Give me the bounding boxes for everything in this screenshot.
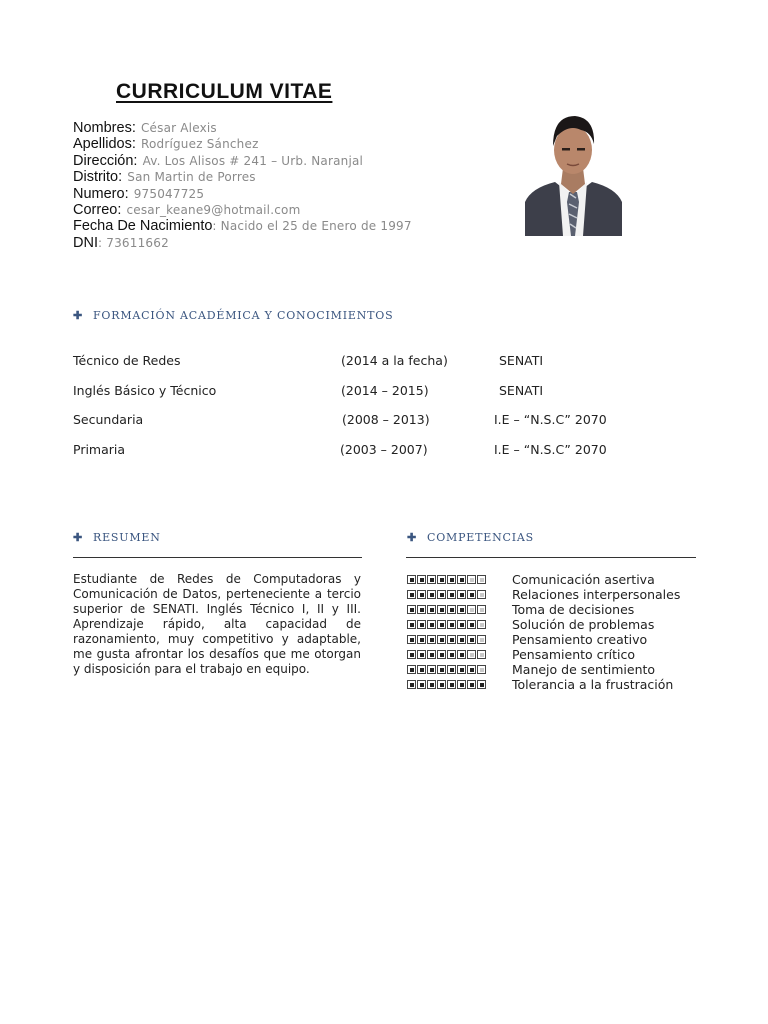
rating-box-empty — [467, 650, 476, 659]
rating-box-filled — [457, 620, 466, 629]
rating-box-filled — [467, 635, 476, 644]
rating-box-filled — [407, 680, 416, 689]
rating-box-filled — [427, 680, 436, 689]
profile-photo — [525, 110, 622, 236]
rating-box-filled — [457, 575, 466, 584]
rating-box-filled — [467, 620, 476, 629]
rating-box-filled — [427, 665, 436, 674]
info-label: Distrito: — [73, 169, 123, 186]
competencies-heading — [407, 531, 534, 544]
competency-label: Pensamiento crítico — [512, 647, 636, 662]
rating-box-filled — [457, 680, 466, 689]
rating-box-filled — [407, 605, 416, 614]
rating-box-filled — [447, 650, 456, 659]
competency-label: Toma de decisiones — [512, 602, 635, 617]
rating-box-filled — [427, 650, 436, 659]
rating-box-filled — [427, 635, 436, 644]
rating-box-filled — [427, 575, 436, 584]
rating-box-filled — [457, 650, 466, 659]
rating-box-filled — [427, 605, 436, 614]
summary-text: Estudiante de Redes de Computadoras y Comunicación de Datos, perteneciente a tercio superior de SENATI. Inglés Técnico I, II y III. Aprendizaje rápido, alta capacidad de razonamiento, muy competitivo y adaptable, me gusta afrontar los desafíos que me otorgan y disposición para el trabajo en equipo. — [73, 572, 361, 676]
info-label: Apellidos: — [73, 136, 136, 153]
rating-box-filled — [407, 590, 416, 599]
rating-box-empty — [477, 665, 486, 674]
competency-rating — [407, 575, 512, 584]
cv-title: CURRICULUM VITAE — [116, 80, 333, 103]
info-label: Fecha De Nacimiento — [73, 218, 213, 235]
rating-box-filled — [427, 590, 436, 599]
rating-box-filled — [467, 680, 476, 689]
rating-box-filled — [477, 680, 486, 689]
rating-box-filled — [407, 665, 416, 674]
rating-box-filled — [447, 680, 456, 689]
education-period: (2014 – 2015) — [341, 382, 429, 398]
rating-box-empty — [477, 650, 486, 659]
education-course: Técnico de Redes — [73, 353, 181, 368]
competency-row — [407, 647, 680, 662]
competency-row — [407, 617, 680, 632]
competency-label: Comunicación asertiva — [512, 572, 655, 587]
competency-label: Pensamiento creativo — [512, 632, 648, 647]
rating-box-empty — [467, 605, 476, 614]
rating-box-filled — [447, 620, 456, 629]
education-period: (2003 – 2007) — [340, 441, 428, 457]
info-value: César Alexis — [140, 121, 217, 135]
info-label: Correo: — [73, 201, 122, 218]
plus-icon: ✚ — [73, 531, 84, 544]
competencies-list — [407, 572, 680, 692]
rating-box-filled — [437, 605, 446, 614]
education-heading-text: FORMACIÓN ACADÉMICA Y CONOCIMIENTOS — [93, 309, 394, 322]
education-institution: I.E – “N.S.C” 2070 — [494, 441, 607, 457]
rating-box-empty — [477, 590, 486, 599]
competencies-divider — [406, 557, 696, 558]
rating-box-empty — [477, 605, 486, 614]
competency-rating — [407, 590, 512, 599]
rating-box-empty — [467, 575, 476, 584]
rating-box-filled — [417, 680, 426, 689]
rating-box-filled — [417, 590, 426, 599]
competency-rating — [407, 620, 512, 629]
rating-box-filled — [417, 620, 426, 629]
rating-box-filled — [447, 605, 456, 614]
competency-row — [407, 602, 680, 617]
education-list — [73, 353, 693, 471]
education-period: (2014 a la fecha) — [341, 353, 448, 368]
competency-row — [407, 662, 680, 677]
rating-box-filled — [437, 620, 446, 629]
rating-box-filled — [437, 680, 446, 689]
rating-box-empty — [477, 620, 486, 629]
plus-icon: ✚ — [73, 309, 84, 322]
info-row-dni — [73, 234, 412, 250]
rating-box-filled — [417, 635, 426, 644]
competency-rating — [407, 680, 512, 689]
competency-row — [407, 587, 680, 602]
rating-box-filled — [467, 590, 476, 599]
competency-label: Tolerancia a la frustración — [512, 677, 674, 692]
education-course: Inglés Básico y Técnico — [73, 382, 217, 398]
rating-box-empty — [477, 575, 486, 584]
education-institution: I.E – “N.S.C” 2070 — [494, 412, 607, 427]
education-heading — [73, 309, 393, 322]
rating-box-filled — [417, 605, 426, 614]
info-value: 975047725 — [133, 186, 205, 201]
rating-box-filled — [457, 605, 466, 614]
rating-box-filled — [457, 665, 466, 674]
rating-box-filled — [437, 590, 446, 599]
rating-box-filled — [437, 635, 446, 644]
rating-box-filled — [407, 575, 416, 584]
competency-label: Manejo de sentimiento — [512, 662, 656, 677]
info-value: Rodríguez Sánchez — [140, 137, 259, 152]
rating-box-empty — [477, 635, 486, 644]
info-label: Nombres: — [73, 120, 136, 136]
info-label: DNI — [73, 234, 98, 251]
info-value: Av. Los Alisos # 241 – Urb. Naranjal — [142, 153, 364, 168]
education-row — [73, 353, 693, 383]
info-row-nacimiento — [73, 217, 412, 233]
rating-box-filled — [447, 575, 456, 584]
info-row-distrito — [73, 168, 412, 184]
personal-info — [73, 119, 412, 250]
education-institution: SENATI — [499, 382, 544, 398]
education-row — [73, 383, 693, 413]
competencies-heading-text: COMPETENCIAS — [427, 531, 534, 544]
rating-box-filled — [417, 575, 426, 584]
info-value: : 73611662 — [97, 235, 169, 250]
plus-icon: ✚ — [407, 531, 418, 544]
rating-box-filled — [427, 620, 436, 629]
info-value: : Nacido el 25 de Enero de 1997 — [212, 219, 412, 234]
info-row-apellidos — [73, 135, 412, 151]
rating-box-filled — [447, 665, 456, 674]
education-institution: SENATI — [499, 353, 544, 368]
competency-rating — [407, 665, 512, 674]
education-course: Primaria — [73, 441, 126, 457]
education-course: Secundaria — [73, 412, 144, 427]
education-row — [73, 442, 693, 472]
competency-label: Solución de problemas — [512, 617, 655, 632]
rating-box-filled — [467, 665, 476, 674]
education-row — [73, 412, 693, 442]
info-label: Numero: — [73, 185, 129, 202]
rating-box-filled — [417, 665, 426, 674]
rating-box-filled — [457, 635, 466, 644]
rating-box-filled — [447, 590, 456, 599]
rating-box-filled — [407, 635, 416, 644]
info-value: San Martin de Porres — [127, 170, 256, 185]
info-value: cesar_keane9@hotmail.com — [126, 202, 301, 217]
rating-box-filled — [417, 650, 426, 659]
summary-divider — [73, 557, 362, 558]
rating-box-filled — [407, 620, 416, 629]
summary-heading — [73, 531, 161, 544]
rating-box-filled — [447, 635, 456, 644]
summary-heading-text: RESUMEN — [93, 531, 161, 544]
competency-rating — [407, 650, 512, 659]
competency-rating — [407, 605, 512, 614]
info-row-correo — [73, 201, 412, 217]
competency-row — [407, 677, 680, 692]
rating-box-filled — [437, 575, 446, 584]
rating-box-filled — [457, 590, 466, 599]
info-row-nombres — [73, 119, 412, 135]
rating-box-filled — [437, 665, 446, 674]
competency-row — [407, 632, 680, 647]
rating-box-filled — [437, 650, 446, 659]
competency-label: Relaciones interpersonales — [512, 587, 681, 602]
competency-rating — [407, 635, 512, 644]
rating-box-filled — [407, 650, 416, 659]
competency-row — [407, 572, 680, 587]
education-period: (2008 – 2013) — [342, 412, 430, 427]
info-label: Dirección: — [73, 152, 138, 169]
